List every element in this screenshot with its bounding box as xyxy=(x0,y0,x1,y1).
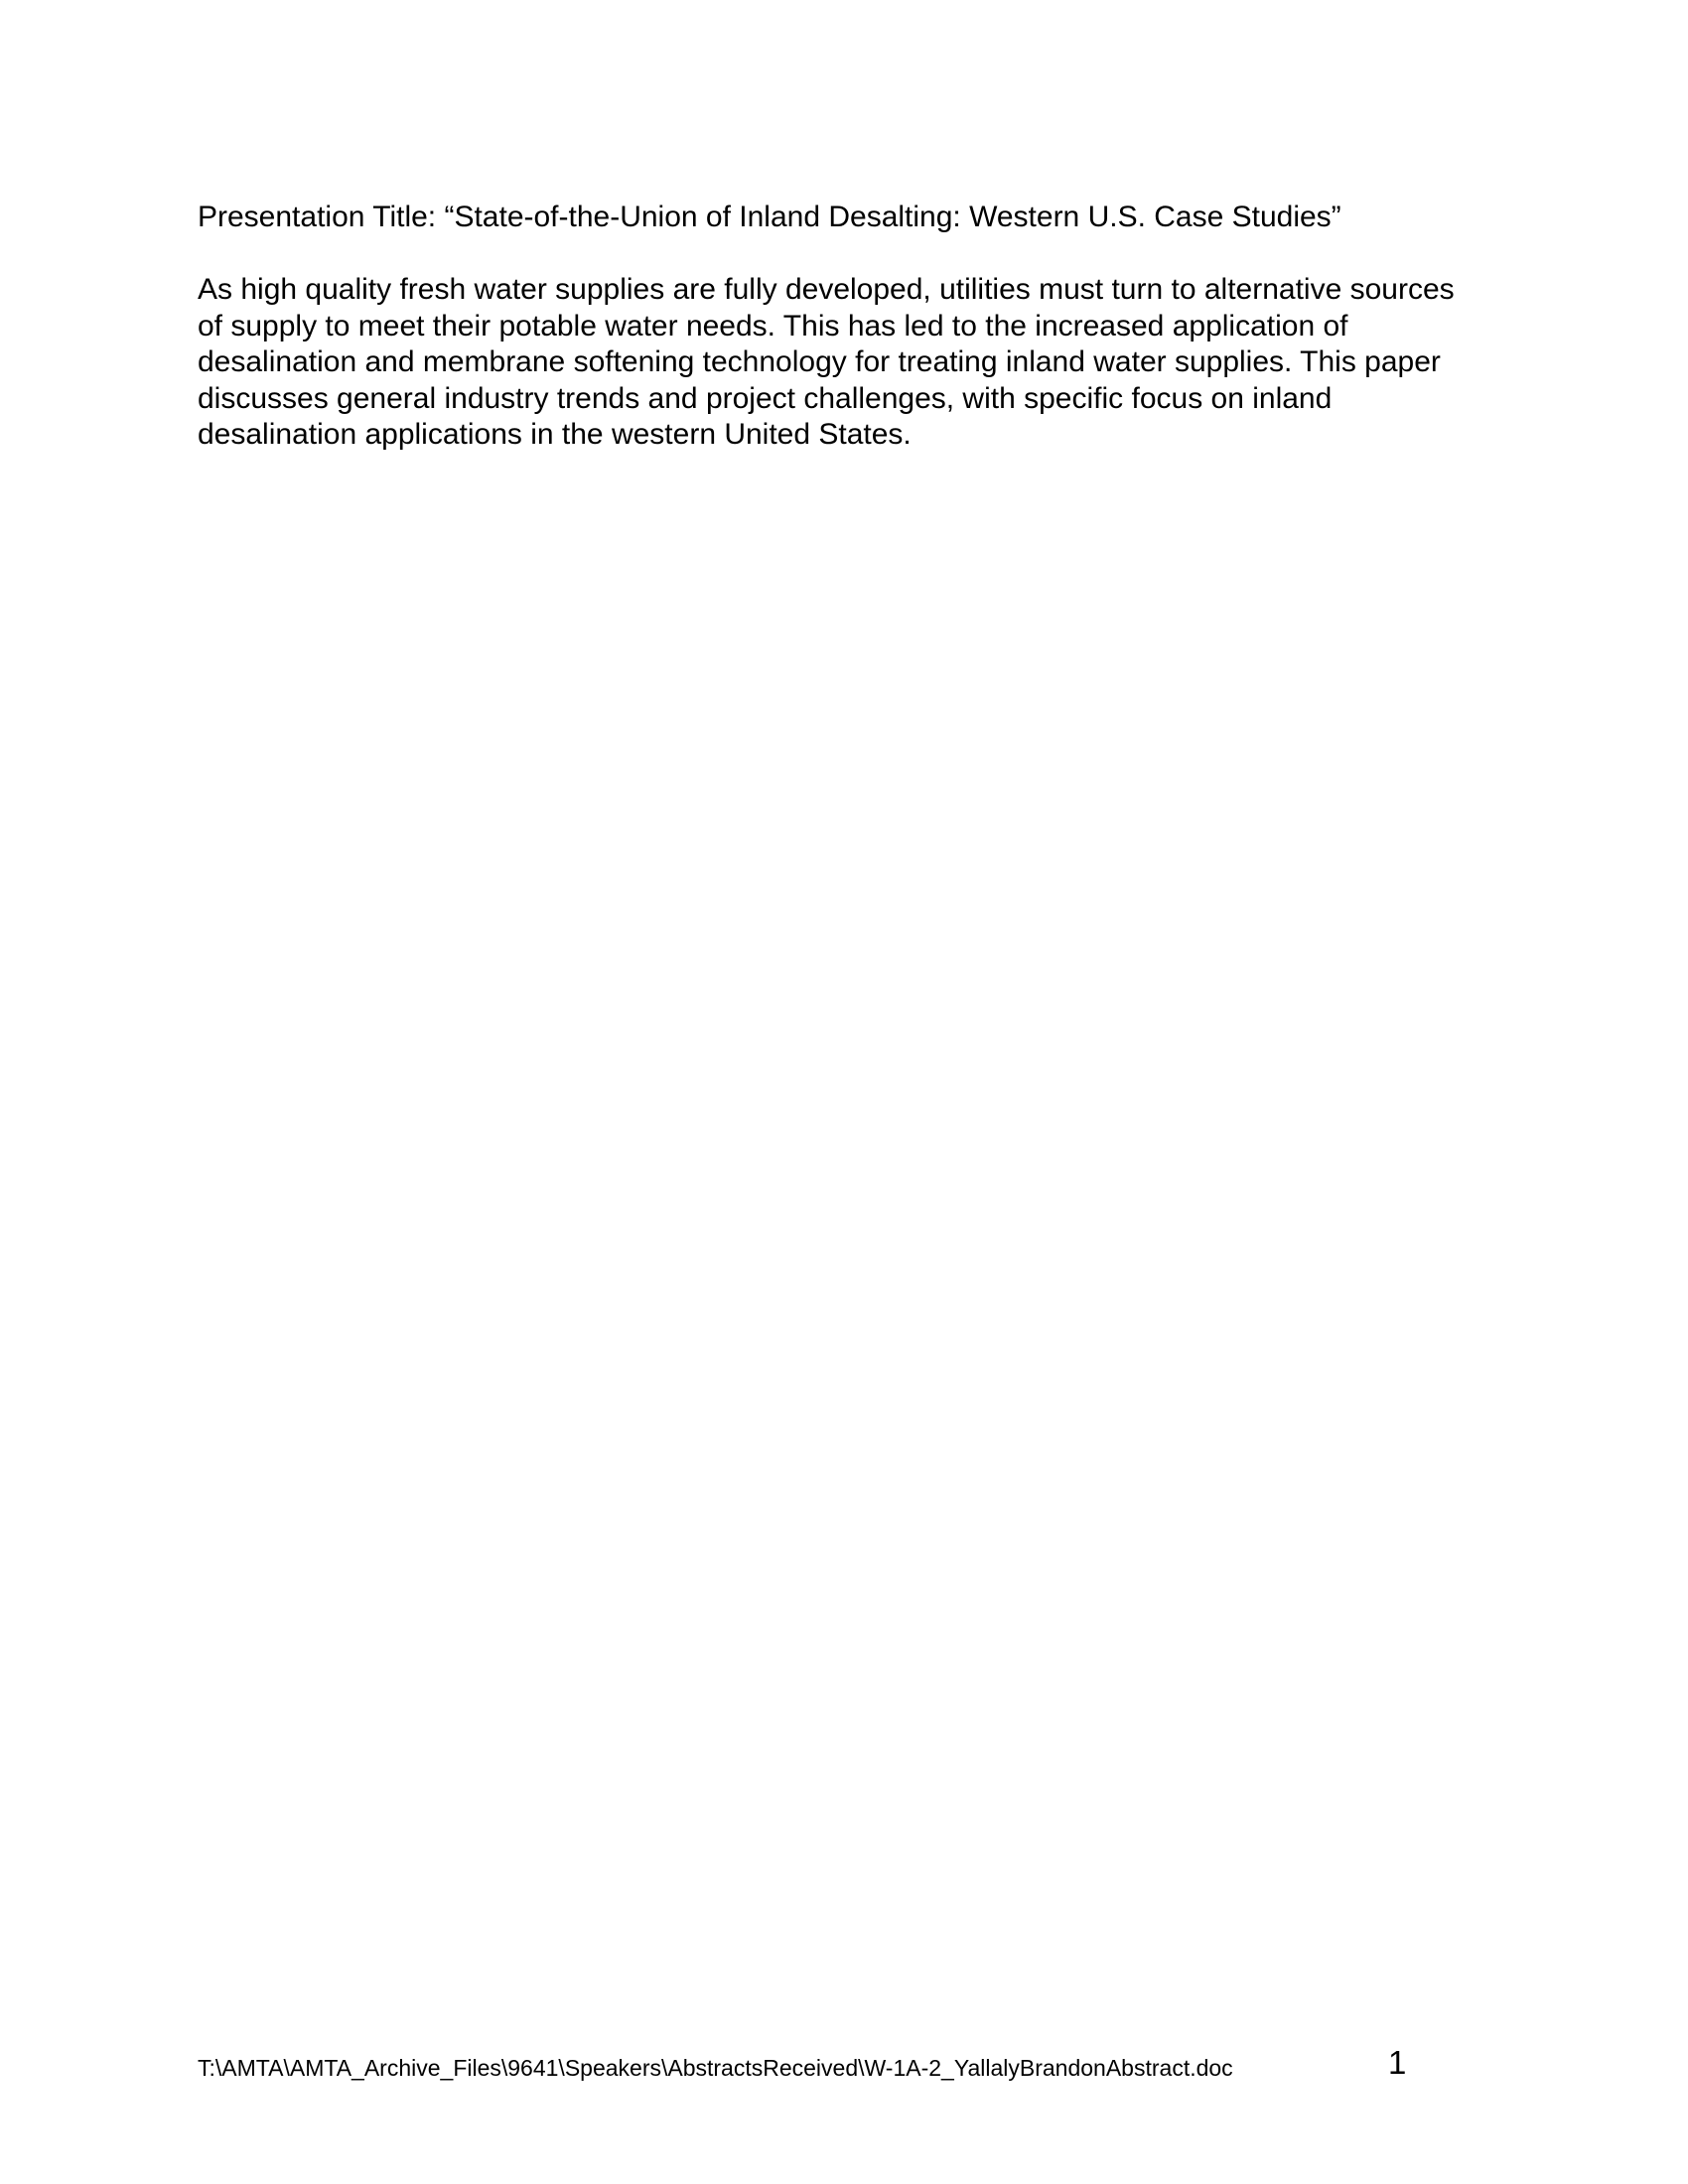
footer-file-path: T:\AMTA\AMTA_Archive_Files\9641\Speakers\AbstractsReceived\W-1A-2_YallalyBrandonAbstract.doc xyxy=(198,2055,1233,2081)
paragraph-line: discusses general industry trends and project challenges, with specific focus on inland xyxy=(198,381,1333,415)
document-body xyxy=(198,200,1490,454)
blank-line xyxy=(198,236,1490,273)
footer-page-number: 1 xyxy=(1388,2044,1407,2081)
abstract-paragraph xyxy=(198,272,1490,454)
presentation-title-line: Presentation Title: “State-of-the-Union of Inland Desalting: Western U.S. Case Studies” xyxy=(198,201,1341,233)
paragraph-line: As high quality fresh water supplies are fully developed, utilities must turn to alternative sources xyxy=(198,273,1455,306)
paragraph-line: desalination and membrane softening technology for treating inland water supplies. This paper xyxy=(198,345,1441,378)
paragraph-line: of supply to meet their potable water needs. This has led to the increased application of xyxy=(198,309,1348,342)
paragraph-line: desalination applications in the western United States. xyxy=(198,418,912,451)
